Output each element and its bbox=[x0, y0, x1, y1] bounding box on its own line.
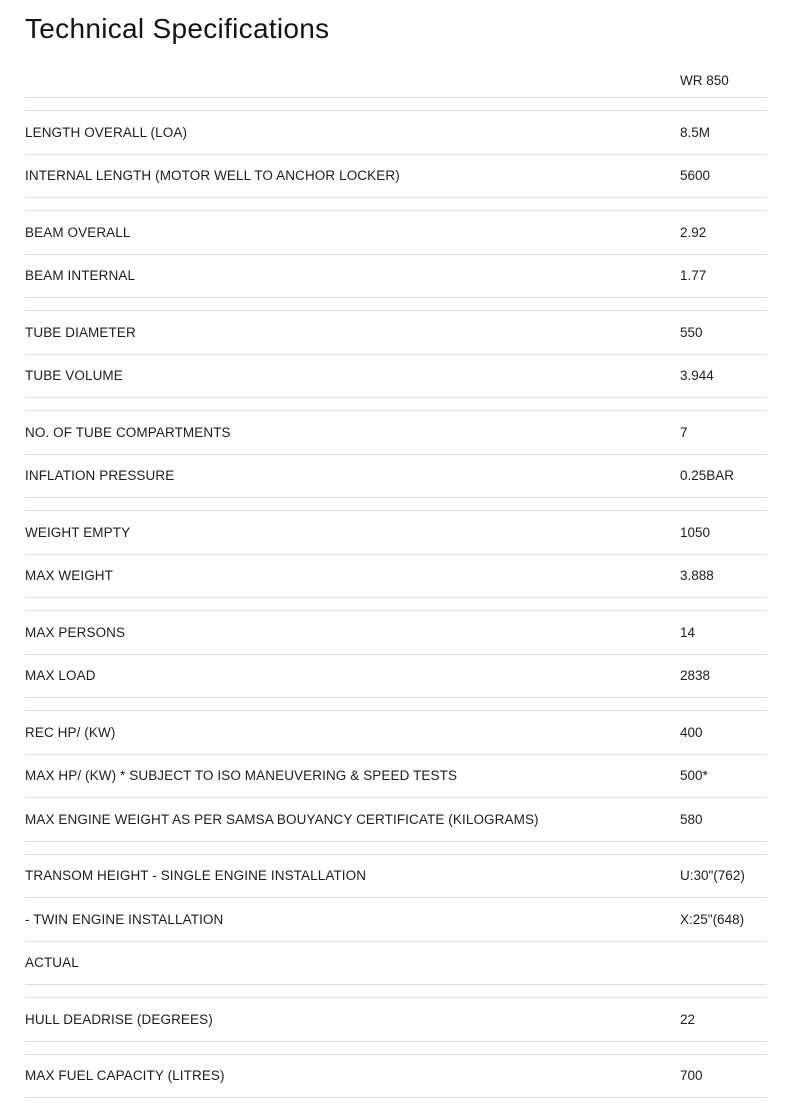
spec-value: 0.25BAR bbox=[680, 468, 735, 484]
spec-value: 580 bbox=[680, 811, 703, 827]
spec-value: 8.5M bbox=[680, 124, 711, 140]
spec-label: ACTUAL bbox=[25, 955, 79, 971]
column-header-model: WR 850 bbox=[680, 73, 729, 88]
spec-label: INFLATION PRESSURE bbox=[25, 468, 175, 484]
table-row bbox=[25, 998, 767, 1042]
table-row bbox=[25, 455, 767, 499]
spec-value: 550 bbox=[680, 324, 703, 340]
group-spacer bbox=[25, 985, 767, 998]
table-header-row bbox=[25, 46, 767, 98]
table-row bbox=[25, 211, 767, 255]
spec-value: 22 bbox=[680, 1011, 696, 1027]
group-spacer bbox=[25, 398, 767, 411]
spec-label: - TWIN ENGINE INSTALLATION bbox=[25, 911, 224, 927]
group-spacer bbox=[25, 842, 767, 855]
table-row bbox=[25, 711, 767, 755]
spec-label: TUBE VOLUME bbox=[25, 368, 123, 384]
spec-label: MAX HP/ (KW) * SUBJECT TO ISO MANEUVERING & SPEED TESTS bbox=[25, 768, 458, 784]
spec-label: MAX FUEL CAPACITY (LITRES) bbox=[25, 1068, 225, 1084]
spec-label: BEAM INTERNAL bbox=[25, 268, 136, 284]
spec-label: MAX LOAD bbox=[25, 668, 96, 684]
table-row bbox=[25, 311, 767, 355]
spec-value: 700 bbox=[680, 1068, 703, 1084]
spec-label: WEIGHT EMPTY bbox=[25, 524, 131, 540]
spec-label: REC HP/ (KW) bbox=[25, 724, 116, 740]
spec-value: 3.888 bbox=[680, 568, 714, 584]
spec-table bbox=[25, 98, 767, 1098]
group-spacer bbox=[25, 498, 767, 511]
table-row bbox=[25, 111, 767, 155]
spec-value: 2.92 bbox=[680, 224, 707, 240]
group-spacer bbox=[25, 198, 767, 211]
technical-specifications-page bbox=[25, 12, 767, 1098]
spec-value: 400 bbox=[680, 724, 703, 740]
spec-label: TUBE DIAMETER bbox=[25, 324, 136, 340]
spec-label: MAX ENGINE WEIGHT AS PER SAMSA BOUYANCY CERTIFICATE (KILOGRAMS) bbox=[25, 811, 539, 827]
group-spacer bbox=[25, 598, 767, 611]
table-row bbox=[25, 611, 767, 655]
table-row bbox=[25, 798, 767, 842]
table-row bbox=[25, 1055, 767, 1099]
table-row bbox=[25, 355, 767, 399]
spec-label: LENGTH OVERALL (LOA) bbox=[25, 124, 188, 140]
spec-value: 500* bbox=[680, 768, 708, 784]
group-spacer bbox=[25, 98, 767, 111]
table-row bbox=[25, 511, 767, 555]
group-spacer bbox=[25, 298, 767, 311]
spec-value: U:30"(762) bbox=[680, 868, 745, 884]
table-row bbox=[25, 155, 767, 199]
table-row bbox=[25, 555, 767, 599]
spec-value: 14 bbox=[680, 624, 696, 640]
table-row bbox=[25, 655, 767, 699]
spec-value: 7 bbox=[680, 424, 688, 440]
table-row bbox=[25, 255, 767, 299]
table-row bbox=[25, 411, 767, 455]
spec-label: BEAM OVERALL bbox=[25, 224, 131, 240]
spec-label: TRANSOM HEIGHT - SINGLE ENGINE INSTALLATION bbox=[25, 868, 367, 884]
spec-value: X:25"(648) bbox=[680, 911, 745, 927]
spec-label: MAX WEIGHT bbox=[25, 568, 113, 584]
table-row bbox=[25, 755, 767, 799]
table-row bbox=[25, 898, 767, 942]
spec-value: 2838 bbox=[680, 668, 711, 684]
spec-value: 1050 bbox=[680, 524, 711, 540]
spec-label: INTERNAL LENGTH (MOTOR WELL TO ANCHOR LOCKER) bbox=[25, 168, 400, 184]
table-row bbox=[25, 855, 767, 899]
group-spacer bbox=[25, 698, 767, 711]
spec-label: NO. OF TUBE COMPARTMENTS bbox=[25, 424, 231, 440]
spec-value: 5600 bbox=[680, 168, 711, 184]
spec-value: 3.944 bbox=[680, 368, 714, 384]
spec-label: HULL DEADRISE (DEGREES) bbox=[25, 1011, 213, 1027]
group-spacer bbox=[25, 1042, 767, 1055]
page-title: Technical Specifications bbox=[25, 13, 330, 44]
spec-value: 1.77 bbox=[680, 268, 707, 284]
table-row bbox=[25, 942, 767, 986]
spec-label: MAX PERSONS bbox=[25, 624, 126, 640]
